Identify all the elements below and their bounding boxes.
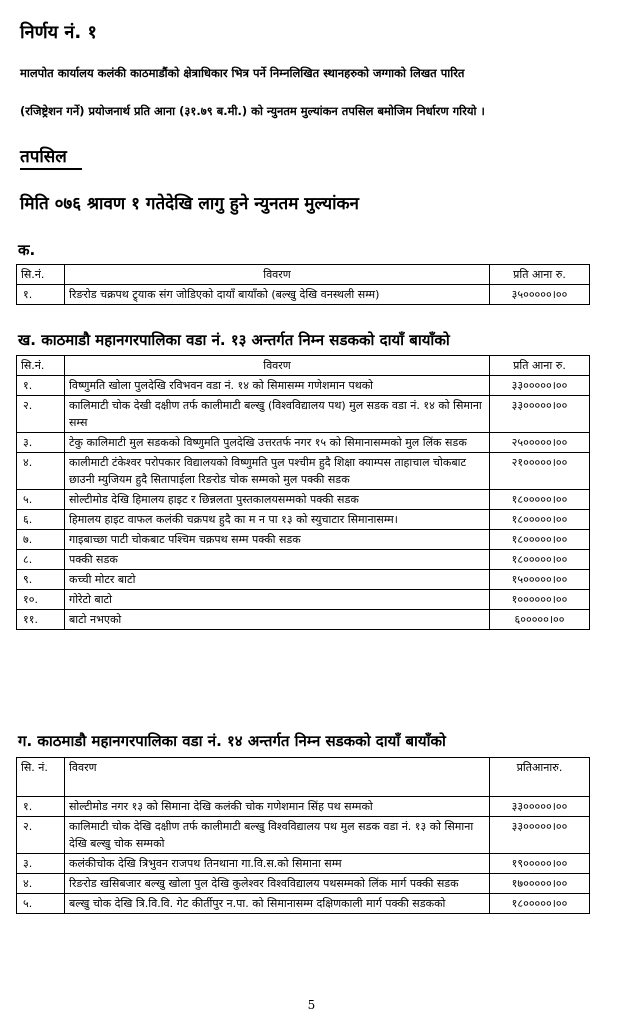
row-desc: विष्णुमति खोला पुलदेखि रविभवन वडा नं. १४ को सिमासम्म गणेशमान पथको — [65, 376, 490, 396]
row-sn: ८. — [17, 550, 65, 570]
row-desc: पक्की सडक — [65, 550, 490, 570]
row-sn: २. — [17, 396, 65, 433]
row-sn: ९. — [17, 570, 65, 590]
row-sn: १०. — [17, 590, 65, 610]
table-row — [17, 874, 590, 894]
table-header-row — [17, 758, 590, 797]
tapasil-underline — [20, 168, 82, 170]
row-desc: कच्ची मोटर बाटो — [65, 570, 490, 590]
table-row — [17, 817, 590, 854]
row-rate: १८०००००।०० — [490, 510, 590, 530]
table-row — [17, 854, 590, 874]
decision-title: निर्णय नं. १ — [20, 22, 97, 43]
row-rate: १८०००००।०० — [490, 894, 590, 914]
table-header-row — [17, 265, 590, 285]
section-ka-heading: क. — [18, 241, 36, 259]
row-desc: हिमालय हाइट वाफल कलंकी चक्रपथ हुदै का म न पा १३ को स्युचाटार सिमानासम्म। — [65, 510, 490, 530]
section-ga-heading: ग. काठमाडौ महानगरपालिका वडा नं. १४ अन्तर्गत निम्न सडकको दायाँ बायाँको — [18, 732, 446, 750]
page-number: 5 — [307, 998, 316, 1012]
row-rate: १८०००००।०० — [490, 550, 590, 570]
row-rate: १८०००००।०० — [490, 530, 590, 550]
row-desc: टेकु कालिमाटी मुल सडकको विष्णुमति पुलदेखि उत्तरतर्फ नगर १५ को सिमानासम्मको मुल लिंक सडक — [65, 433, 490, 453]
row-sn: ११. — [17, 610, 65, 630]
header-desc: विवरण — [65, 758, 490, 797]
row-rate: १८०००००।०० — [490, 490, 590, 510]
row-desc: गोरेटो बाटो — [65, 590, 490, 610]
row-desc: कालीमाटी टंकेश्वर परोपकार विद्यालयको विष्णुमति पुल पश्चीम हुदै शिक्षा क्याम्पस ताहाचाल चोकबाट छाउनी म्युजियम हुदै सितापाईला रिङरोड चोक सम्मको मुल पक्की सडक — [65, 453, 490, 490]
table-section-kha — [16, 355, 590, 630]
row-rate: ३३०००००।०० — [490, 817, 590, 854]
table-section-ga — [16, 757, 590, 914]
table-row — [17, 510, 590, 530]
row-desc: सोल्टीमोड नगर १३ को सिमाना देखि कलंकी चोक गणेशमान सिंह पथ सम्मको — [65, 797, 490, 817]
table-row — [17, 285, 590, 305]
table-row — [17, 894, 590, 914]
table-row — [17, 376, 590, 396]
row-sn: १. — [17, 285, 65, 305]
header-sn: सि.नं. — [17, 265, 65, 285]
table-header-row — [17, 356, 590, 376]
row-sn: ६. — [17, 510, 65, 530]
header-desc: विवरण — [65, 356, 490, 376]
row-desc: कालिमाटी चोक देखी दक्षीण तर्फ कालीमाटी बल्खु (विश्वविद्यालय पथ) मुल सडक वडा नं. १४ को सिमाना सम्स — [65, 396, 490, 433]
row-sn: १. — [17, 376, 65, 396]
row-rate: १५०००००।०० — [490, 570, 590, 590]
row-sn: २. — [17, 817, 65, 854]
row-rate: २१०००००।०० — [490, 453, 590, 490]
row-rate: १७०००००।०० — [490, 874, 590, 894]
table-row — [17, 490, 590, 510]
row-sn: ५. — [17, 490, 65, 510]
header-rate: प्रति आना रु. — [490, 265, 590, 285]
table-row — [17, 530, 590, 550]
intro-line-2: (रजिष्ट्रेशन गर्ने) प्रयोजनार्थ प्रति आना (३१.७९ ब.मी.) को न्युनतम मुल्यांकन तपसिल बमोजिम निर्धारण गरियो । — [20, 104, 485, 118]
row-desc: सोल्टीमोड देखि हिमालय हाइट र छिन्नलता पुस्तकालयसम्मको पक्की सडक — [65, 490, 490, 510]
effective-date-heading: मिति ०७६ श्रावण १ गतेदेखि लागु हुने न्युनतम मुल्यांकन — [20, 194, 359, 214]
row-rate: ३५०००००।०० — [490, 285, 590, 305]
row-sn: ७. — [17, 530, 65, 550]
row-desc: रिङरोड चक्रपथ ट्र्याक संग जोडिएको दायाँ बायाँको (बल्खु देखि वनस्थली सम्म) — [65, 285, 490, 305]
tapasil-heading: तपसिल — [20, 147, 67, 167]
row-rate: ६०००००।०० — [490, 610, 590, 630]
table-row — [17, 433, 590, 453]
row-rate: ३३०००००।०० — [490, 797, 590, 817]
row-sn: १. — [17, 797, 65, 817]
row-sn: ३. — [17, 854, 65, 874]
row-rate: ३३०००००।०० — [490, 376, 590, 396]
row-rate: २५०००००।०० — [490, 433, 590, 453]
table-row — [17, 610, 590, 630]
header-sn: सि.नं. — [17, 356, 65, 376]
row-sn: ४. — [17, 874, 65, 894]
header-rate: प्रतिआनारु. — [490, 758, 590, 797]
section-kha-heading: ख. काठमाडौ महानगरपालिका वडा नं. १३ अन्तर्गत निम्न सडकको दायाँ बायाँको — [18, 331, 450, 349]
intro-line-1: मालपोत कार्यालय कलंकी काठमाडौंको क्षेत्राधिकार भित्र पर्ने निम्नलिखित स्थानहरुको जग्गाको लिखत पारित — [20, 66, 465, 80]
row-desc: कलंकीचोक देखि त्रिभुवन राजपथ तिनथाना गा.वि.स.को सिमाना सम्म — [65, 854, 490, 874]
header-sn: सि. नं. — [17, 758, 65, 797]
row-desc: रिङरोड खसिबजार बल्खु खोला पुल देखि कुलेश्वर विश्वविद्यालय पथसम्मको लिंक मार्ग पक्की सडक — [65, 874, 490, 894]
table-row — [17, 396, 590, 433]
row-desc: बल्खु चोक देखि त्रि.वि.वि. गेट कीर्तीपुर न.पा. को सिमानासम्म दक्षिणकाली मार्ग पक्की सडकको — [65, 894, 490, 914]
header-rate: प्रति आना रु. — [490, 356, 590, 376]
table-row — [17, 590, 590, 610]
header-desc: विवरण — [65, 265, 490, 285]
row-sn: ४. — [17, 453, 65, 490]
row-rate: ३३०००००।०० — [490, 396, 590, 433]
table-row — [17, 797, 590, 817]
row-desc: कालिमाटी चोक देखि दक्षीण तर्फ कालीमाटी बल्खु विश्वविद्यालय पथ मुल सडक वडा नं. १३ को सिमाना देखि बल्खु चोक सम्मको — [65, 817, 490, 854]
table-section-ka — [16, 264, 590, 305]
row-desc: बाटो नभएको — [65, 610, 490, 630]
row-rate: १९०००००।०० — [490, 854, 590, 874]
table-row — [17, 453, 590, 490]
row-rate: १००००००।०० — [490, 590, 590, 610]
row-desc: गाइबाच्छा पाटी चोकबाट पश्चिम चक्रपथ सम्म पक्की सडक — [65, 530, 490, 550]
row-sn: ३. — [17, 433, 65, 453]
table-row — [17, 550, 590, 570]
row-sn: ५. — [17, 894, 65, 914]
table-row — [17, 570, 590, 590]
